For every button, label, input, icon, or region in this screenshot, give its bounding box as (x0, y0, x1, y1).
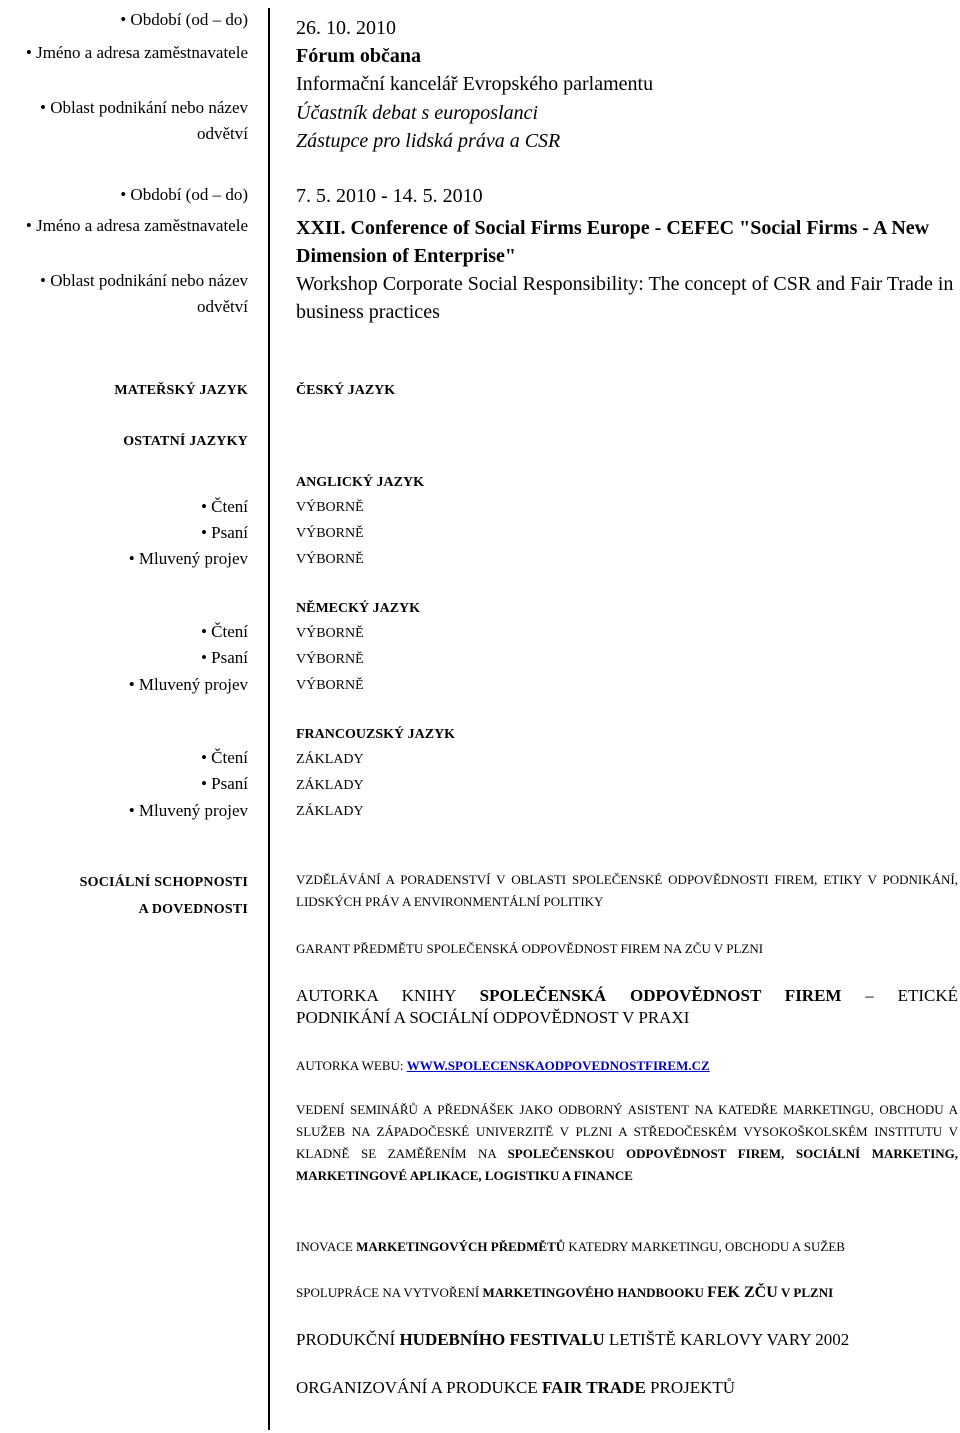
label-reading: • Čtení (201, 745, 248, 771)
label-other-languages: OSTATNÍ JAZYKY (123, 434, 248, 449)
label-writing: • Psaní (201, 771, 248, 797)
job1-employer: Fórum občana (296, 45, 421, 67)
skills-innovation-paragraph: INOVACE MARKETINGOVÝCH PŘEDMĚTŮ KATEDRY MARKETINGU, OBCHODU A SUŽEB (296, 1239, 845, 1254)
label-reading: • Čtení (201, 619, 248, 645)
label-speaking: • Mluvený projev (129, 672, 248, 698)
label-employer: • Jméno a adresa zaměstnavatele (26, 40, 248, 66)
language-name: ANGLICKÝ JAZYK (296, 475, 424, 490)
job2-sector: Workshop Corporate Social Responsibility: The concept of CSR and Fair Trade in business practices (296, 273, 954, 323)
job2-period: 7. 5. 2010 - 14. 5. 2010 (296, 185, 483, 207)
language-writing-level: VÝBORNĚ (296, 526, 364, 541)
label-speaking: • Mluvený projev (129, 546, 248, 572)
language-reading-level: VÝBORNĚ (296, 500, 364, 515)
label-employer: • Jméno a adresa zaměstnavatele (26, 213, 248, 239)
language-reading-level: ZÁKLADY (296, 752, 364, 767)
skills-festival-paragraph: PRODUKČNÍ HUDEBNÍHO FESTIVALU LETIŠTĚ KARLOVY VARY 2002 (296, 1330, 850, 1349)
skills-handbook-paragraph: SPOLUPRÁCE NA VYTVOŘENÍ MARKETINGOVÉHO HANDBOOKU FEK ZČU V PLZNI (296, 1284, 834, 1301)
job1-sector-line2: Zástupce pro lidská práva a CSR (296, 130, 561, 152)
language-writing-level: VÝBORNĚ (296, 652, 364, 667)
label-writing: • Psaní (201, 645, 248, 671)
language-speaking-level: ZÁKLADY (296, 804, 364, 819)
label-social-skills-1: SOCIÁLNÍ SCHOPNOSTI (79, 875, 248, 890)
language-name: NĚMECKÝ JAZYK (296, 601, 421, 616)
skills-guarantor-paragraph: GARANT PŘEDMĚTU SPOLEČENSKÁ ODPOVĚDNOST FIREM NA ZČU V PLZNI (296, 941, 764, 956)
label-sector: • Oblast podnikání nebo název odvětví (0, 95, 248, 147)
label-mother-tongue: MATEŘSKÝ JAZYK (114, 383, 248, 398)
job2-employer: XXII. Conference of Social Firms Europe - CEFEC "Social Firms - A New Dimension of Enterprise" (296, 217, 930, 267)
language-speaking-level: VÝBORNĚ (296, 678, 364, 693)
label-social-skills-2: A DOVEDNOSTI (138, 902, 248, 917)
language-speaking-level: VÝBORNĚ (296, 552, 364, 567)
skills-education-paragraph: VZDĚLÁVÁNÍ A PORADENSTVÍ V OBLASTI SPOLEČENSKÉ ODPOVĚDNOSTI FIREM, ETIKY V PODNIKÁNÍ, LIDSKÝCH PRÁV A ENVIRONMENTÁLNÍ POLITIKY (296, 872, 958, 909)
skills-seminars-paragraph: VEDENÍ SEMINÁŘŮ A PŘEDNÁŠEK JAKO ODBORNÝ ASISTENT NA KATEDŘE MARKETINGU, OBCHODU A SLUŽEB NA ZÁPADOČESKÉ UNIVERZITĚ V PLZNI A STŘEDOČESKÉM VYSOKOŠKOLSKÉM INSTITUTU V KLADNĚ SE ZAMĚŘENÍM NA SPOLEČENSKOU ODPOVĚDNOST FIREM, SOCIÁLNÍ MARKETING, MARKETINGOVÉ APLIKACE, LOGISTIKU A FINANCE (296, 1102, 958, 1183)
label-period: • Období (od – do) (120, 7, 248, 33)
label-writing: • Psaní (201, 520, 248, 546)
skills-author-book-paragraph: AUTORKA KNIHY SPOLEČENSKÁ ODPOVĚDNOST FIREM – ETICKÉ PODNIKÁNÍ A SOCIÁLNÍ ODPOVĚDNOST V PRAXI (296, 986, 959, 1027)
job1-period: 26. 10. 2010 (296, 17, 396, 39)
website-link[interactable]: WWW.SPOLECENSKAODPOVEDNOSTFIREM.CZ (406, 1058, 710, 1073)
column-divider (268, 8, 270, 1430)
skills-author-web-paragraph: AUTORKA WEBU: WWW.SPOLECENSKAODPOVEDNOSTFIREM.CZ (296, 1058, 710, 1073)
label-reading: • Čtení (201, 494, 248, 520)
label-sector: • Oblast podnikání nebo název odvětví (0, 268, 248, 320)
job1-employer-line2: Informační kancelář Evropského parlamentu (296, 73, 654, 95)
language-reading-level: VÝBORNĚ (296, 626, 364, 641)
label-period: • Období (od – do) (120, 182, 248, 208)
label-speaking: • Mluvený projev (129, 798, 248, 824)
job1-sector-line1: Účastník debat s europoslanci (296, 102, 539, 124)
language-writing-level: ZÁKLADY (296, 778, 364, 793)
skills-fair-trade-paragraph: ORGANIZOVÁNÍ A PRODUKCE FAIR TRADE PROJEKTŮ (296, 1378, 736, 1397)
language-name: FRANCOUZSKÝ JAZYK (296, 727, 456, 742)
mother-tongue-value: ČESKÝ JAZYK (296, 383, 396, 398)
